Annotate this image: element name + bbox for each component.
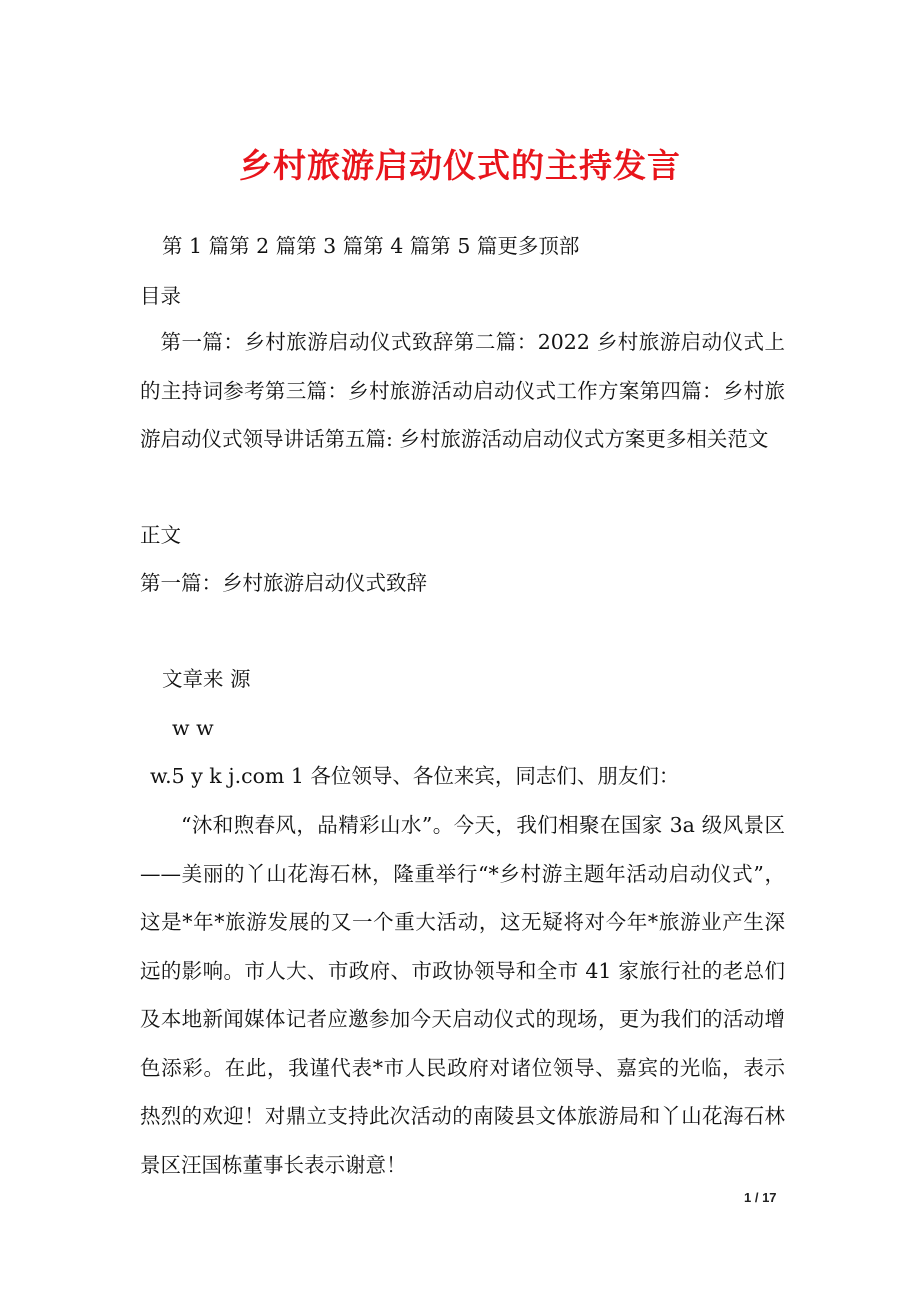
source-line: w.5 y k j.com 1 各位领导、各位来宾，同志们、朋友们： — [150, 764, 680, 788]
section-heading: 第一篇：乡村旅游启动仪式致辞 — [140, 571, 427, 595]
source-ww: w w — [172, 716, 214, 740]
article-nav-line: 第 1 篇第 2 篇第 3 篇第 4 篇第 5 篇更多顶部 — [162, 234, 580, 258]
document-title: 乡村旅游启动仪式的主持发言 — [239, 146, 681, 185]
body-paragraph: “沐和煦春风，品精彩山水”。今天，我们相聚在国家 3a 级风景区——美丽的丫山花海石林，隆重举行“*乡村游主题年活动启动仪式”，这是*年*旅游发展的又一个重大活动，这无疑将对今年*旅游业产生深远的影响。市人大、市政府、市政协领导和全市 41 家旅行社的老总们及本地新闻媒体记者应邀参加今天启动仪式的现场，更为我们的活动增色添彩。在此，我谨代表*市人民政府对诸位领导、嘉宾的光临，表示热烈的欢迎！对鼎立支持此次活动的南陵县文体旅游局和丫山花海石林景区汪国栋董事长表示谢意！ — [140, 813, 785, 1177]
body-heading: 正文 — [140, 523, 181, 547]
toc-text: 第一篇：乡村旅游启动仪式致辞第二篇：2022 乡村旅游启动仪式上的主持词参考第三篇：乡村旅游活动启动仪式工作方案第四篇：乡村旅游启动仪式领导讲话第五篇: 乡村旅游活动启动仪式方案更多相关范文 — [140, 330, 785, 451]
page-indicator: 1 / 17 — [744, 1190, 777, 1205]
toc-heading: 目录 — [140, 284, 181, 308]
source-label: 文章来 源 — [162, 667, 251, 691]
